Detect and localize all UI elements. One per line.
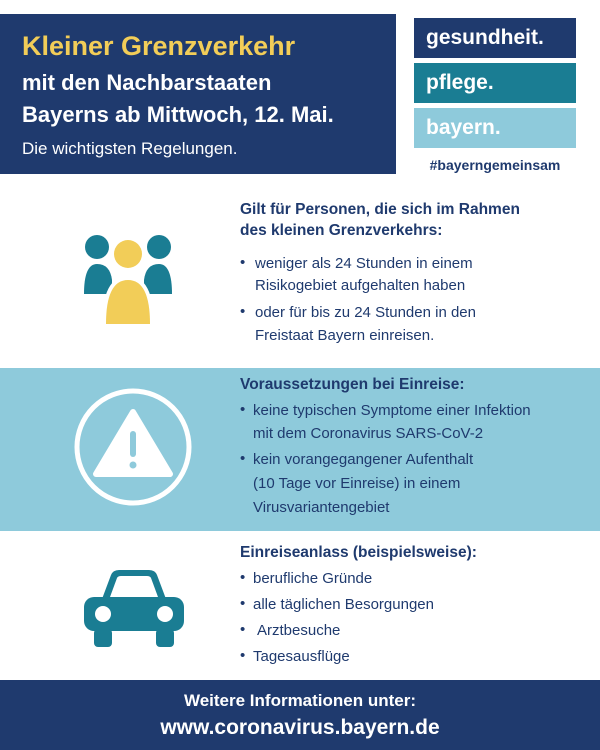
reasons-heading: Einreiseanlass (beispielsweise): [240, 544, 477, 561]
bullet-dot: • [240, 569, 246, 586]
brand-bayern: bayern. [414, 108, 576, 148]
bullet-dot: • [240, 595, 246, 612]
brand-pflege: pflege. [414, 63, 576, 103]
requirements-bullet-2-line-2: (10 Tage vor Einreise) in einem [253, 475, 461, 492]
bullet-dot: • [240, 254, 246, 271]
reasons-bullet-1: berufliche Gründe [253, 570, 373, 587]
title-line-1: Kleiner Grenzverkehr [22, 31, 296, 61]
bullet-dot: • [240, 621, 246, 638]
title-line-3: Bayerns ab Mittwoch, 12. Mai. [22, 102, 334, 127]
warning-triangle-icon [72, 386, 194, 508]
reasons-bullet-3: Arztbesuche [257, 622, 341, 639]
bullet-dot: • [240, 450, 246, 467]
persons-bullet-2-line-1: oder für bis zu 24 Stunden in den [255, 304, 476, 321]
requirements-bullet-2-line-1: kein vorangegangener Aufenthalt [253, 451, 474, 468]
footer-info-label: Weitere Informationen unter: [183, 691, 417, 710]
persons-bullet-1-line-2: Risikogebiet aufgehalten haben [255, 277, 466, 294]
bullet-dot: • [240, 647, 246, 664]
people-group-icon [82, 232, 174, 328]
subtitle: Die wichtigsten Regelungen. [22, 139, 238, 158]
requirements-bullet-1-line-2: mit dem Coronavirus SARS-CoV-2 [253, 425, 484, 442]
reasons-bullet-2: alle täglichen Besorgungen [253, 596, 434, 613]
requirements-bullet-2-line-3: Virusvariantengebiet [253, 499, 390, 516]
persons-heading-line-1: Gilt für Personen, die sich im Rahmen [240, 201, 520, 218]
requirements-bullet-1-line-1: keine typischen Symptome einer Infektion [253, 402, 531, 419]
persons-bullet-1-line-1: weniger als 24 Stunden in einem [255, 255, 473, 272]
bullet-dot: • [240, 303, 246, 320]
persons-bullet-2-line-2: Freistaat Bayern einreisen. [255, 327, 435, 344]
hashtag: #bayerngemeinsam [429, 157, 561, 173]
title-line-2: mit den Nachbarstaaten [22, 70, 272, 95]
footer-url-link[interactable]: www.coronavirus.bayern.de [160, 716, 440, 739]
reasons-bullet-4: Tagesausflüge [253, 648, 350, 665]
requirements-heading: Voraussetzungen bei Einreise: [240, 376, 465, 393]
persons-heading-line-2: des kleinen Grenzverkehrs: [240, 222, 443, 239]
bullet-dot: • [240, 401, 246, 418]
brand-gesundheit: gesundheit. [414, 18, 576, 58]
car-icon [82, 567, 186, 649]
